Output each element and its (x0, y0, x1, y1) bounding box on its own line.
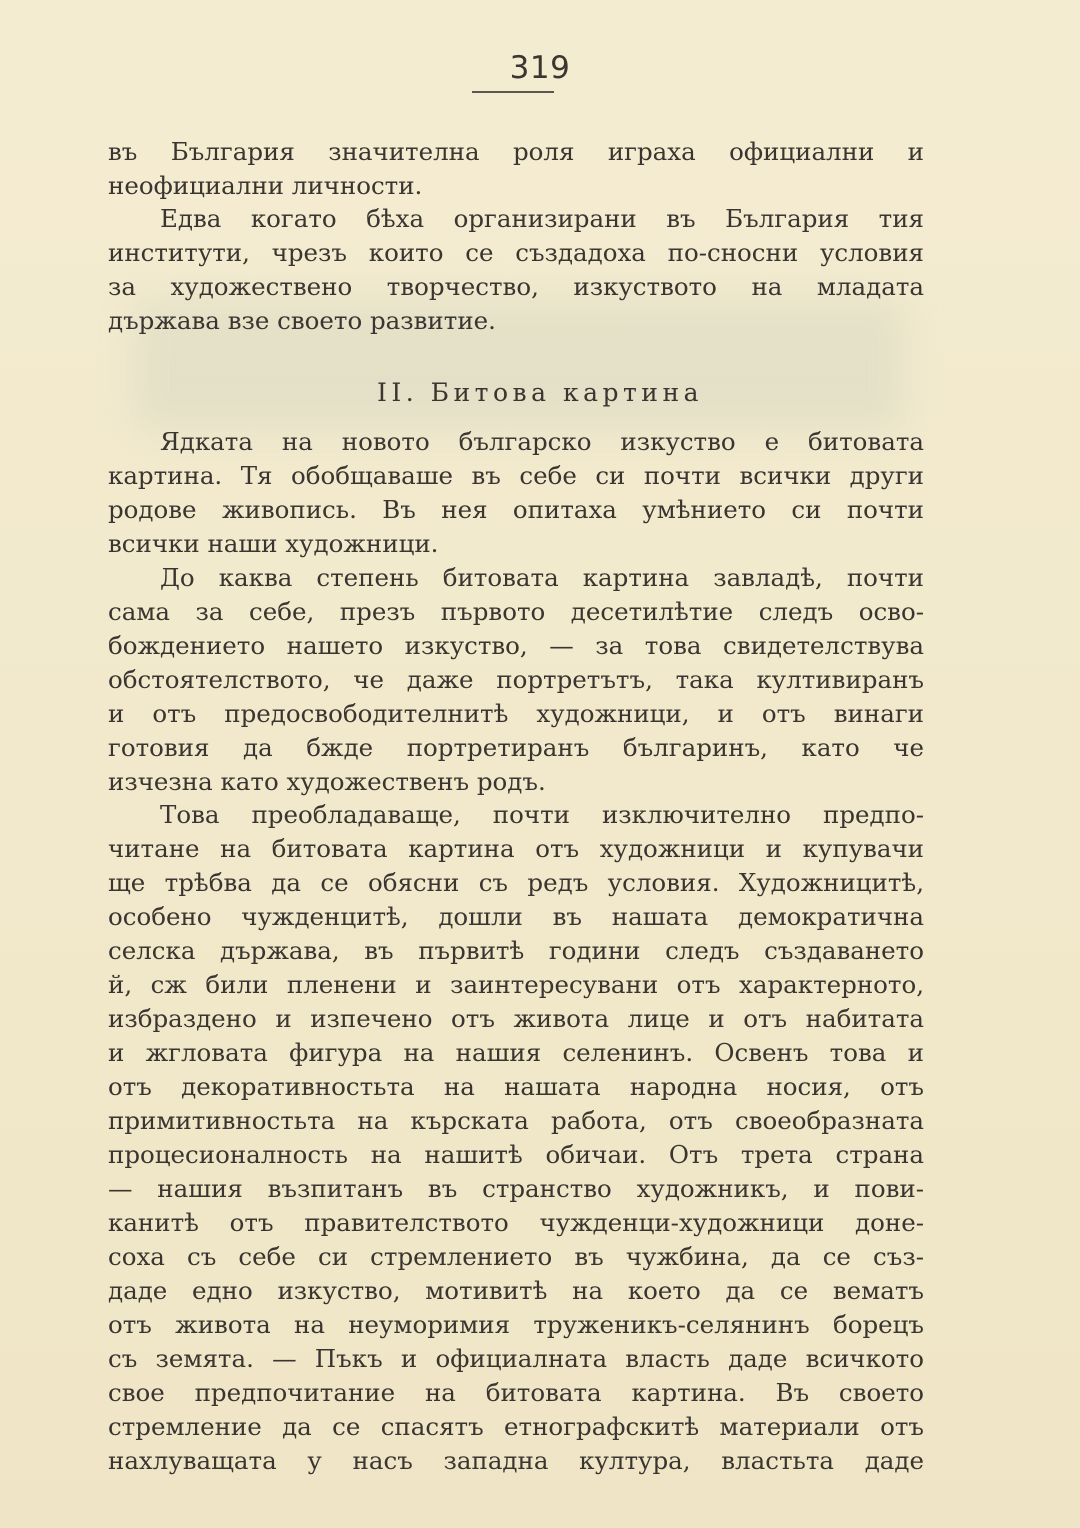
text-line: отъ декоративностьта на нашата народна носия, отъ (108, 1072, 924, 1101)
text-line: институти, чрезъ които се създадоха по-сносни условия (108, 238, 924, 267)
text-line: Това преобладаваще, почти изключително предпо- (160, 800, 924, 829)
text-line: особено чужденцитѣ, дошли въ нашата демократична (108, 902, 924, 931)
text-line: канитѣ отъ правителството чужденци-художници доне- (108, 1208, 924, 1237)
text-line: примитивностьта на кърската работа, отъ своеобразната (108, 1106, 924, 1135)
text-line: процесионалность на нашитѣ обичаи. Отъ трета страна (108, 1140, 924, 1169)
text-line: соха съ себе си стремлението въ чужбина, да се съз- (108, 1242, 924, 1271)
text-line: стремление да се спасятъ етнографскитѣ материали отъ (108, 1412, 924, 1441)
text-line: бождението нашето изкуство, — за това свидетелствува (108, 631, 924, 660)
text-line: всички наши художници. (108, 529, 439, 558)
text-line: въ България значителна роля играха официални и (108, 137, 924, 166)
text-line: държава взе своето развитие. (108, 306, 496, 335)
text-line: читане на битовата картина отъ художници и купувачи (108, 834, 924, 863)
text-line: нахлуващата у насъ западна култура, властьта даде (108, 1446, 924, 1475)
text-line: свое предпочитание на битовата картина. Въ своето (108, 1378, 924, 1407)
text-line: и отъ предосвободителнитѣ художници, и отъ винаги (108, 699, 924, 728)
text-line: даде едно изкуство, мотивитѣ на което да се вематъ (108, 1276, 924, 1305)
text-line: ще трѣбва да се обясни съ редъ условия. Художницитѣ, (108, 868, 924, 897)
text-line: картина. Тя обобщаваше въ себе си почти всички други (108, 461, 924, 490)
text-line: обстоятелството, че даже портретътъ, така култивиранъ (108, 665, 924, 694)
text-line: за художествено творчество, изкуството на младата (108, 272, 924, 301)
text-line: родове живопись. Въ нея опитаха умѣнието си почти (108, 495, 924, 524)
text-line: селска държава, въ първитѣ години следъ създаването (108, 936, 924, 965)
text-line: готовия да бжде портретиранъ българинъ, като че (108, 733, 924, 762)
text-line: съ земята. — Пъкъ и официалната власть даде всичкото (108, 1344, 924, 1373)
section-heading: II. Битова картина (376, 378, 704, 407)
text-line: Ядката на новото българско изкуство е битовата (160, 427, 924, 456)
text-line: избраздено и изпечено отъ живота лице и отъ набитата (108, 1004, 924, 1033)
text-line: неофициални личности. (108, 171, 423, 200)
page-number: 319 (509, 50, 571, 86)
text-line: изчезна като художественъ родъ. (108, 767, 546, 796)
text-line: й, сж били пленени и заинтересувани отъ характерното, (108, 970, 924, 999)
text-line: До каква степень битовата картина завладѣ, почти (160, 563, 924, 592)
text-line: и жгловата фигура на нашия селенинъ. Освенъ това и (108, 1038, 924, 1067)
page-number-underline (472, 91, 554, 93)
text-line: Едва когато бѣха организирани въ България тия (160, 204, 924, 233)
text-line: — нашия възпитанъ въ странство художникъ, и пови- (108, 1174, 924, 1203)
text-line: сама за себе, презъ първото десетилѣтие следъ осво- (108, 597, 924, 626)
text-line: отъ живота на неуморимия труженикъ-селянинъ борецъ (108, 1310, 924, 1339)
